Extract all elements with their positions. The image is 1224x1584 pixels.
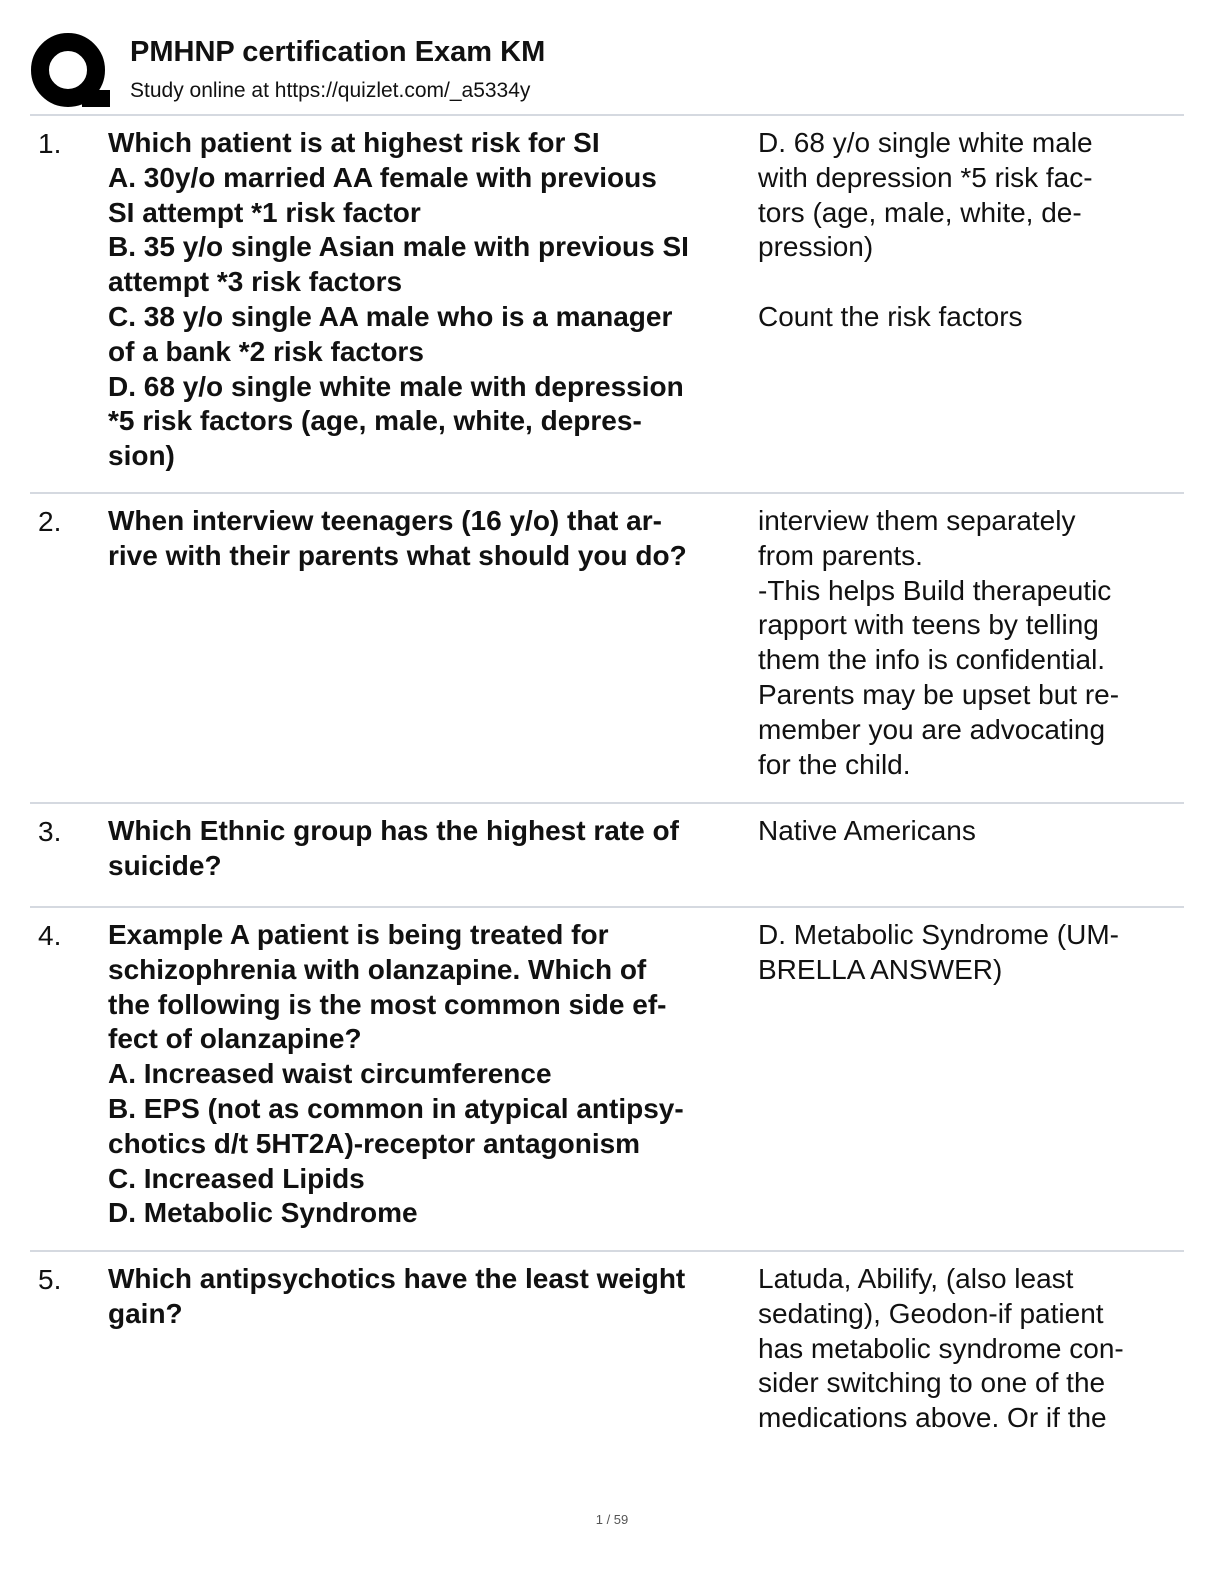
quizlet-q-logo-icon <box>30 32 110 110</box>
card-term: Which Ethnic group has the highest rate of suicide? <box>108 815 679 881</box>
flashcard-row <box>30 116 1184 494</box>
card-definition: D. 68 y/o single white male with depression *5 risk fac- tors (age, male, white, de- pression) Count the risk factors <box>758 127 1093 332</box>
card-term: Example A patient is being treated for schizophrenia with olanzapine. Which of the following is the most common side ef- fect of olanzapine? A. Increased waist circumference B. EPS (not as common in atypical antipsy- chotics d/t 5HT2A)-receptor antagonism C. Increased Lipids D. Metabolic Syndrome <box>108 919 684 1229</box>
document-title: PMHNP certification Exam KM <box>130 36 546 68</box>
card-definition: Latuda, Abilify, (also least sedating), Geodon-if patient has metabolic syndrome con- sider switching to one of the medications above. Or if the <box>758 1263 1124 1434</box>
study-online-link[interactable]: Study online at https://quizlet.com/_a5334y <box>130 79 531 102</box>
card-number: 1. <box>38 128 62 159</box>
page-header <box>30 30 1184 114</box>
card-term: When interview teenagers (16 y/o) that ar- rive with their parents what should you do? <box>108 505 687 571</box>
card-number: 5. <box>38 1264 62 1295</box>
card-number: 4. <box>38 920 62 951</box>
flashcard-row <box>30 1252 1184 1452</box>
flashcard-row <box>30 908 1184 1252</box>
flashcard-list <box>30 116 1184 1452</box>
card-term: Which patient is at highest risk for SI A. 30y/o married AA female with previous SI attempt *1 risk factor B. 35 y/o single Asian male with previous SI attempt *3 risk factors C. 38 y/o single AA male who is a manager of a bank *2 risk factors D. 68 y/o single white male with depression *5 risk factors (age, male, white, depres- sion) <box>108 127 689 472</box>
card-definition: Native Americans <box>758 815 976 846</box>
page-number: 1 / 59 <box>595 1512 629 1527</box>
card-number: 3. <box>38 816 62 847</box>
card-number: 2. <box>38 506 62 537</box>
flashcard-row <box>30 804 1184 908</box>
flashcard-row <box>30 494 1184 804</box>
card-term: Which antipsychotics have the least weight gain? <box>108 1263 686 1329</box>
card-definition: interview them separately from parents. -This helps Build therapeutic rapport with teens by telling them the info is confidential. Parents may be upset but re- member you are advocating for the child. <box>758 505 1120 780</box>
card-definition: D. Metabolic Syndrome (UM- BRELLA ANSWER) <box>758 919 1119 985</box>
